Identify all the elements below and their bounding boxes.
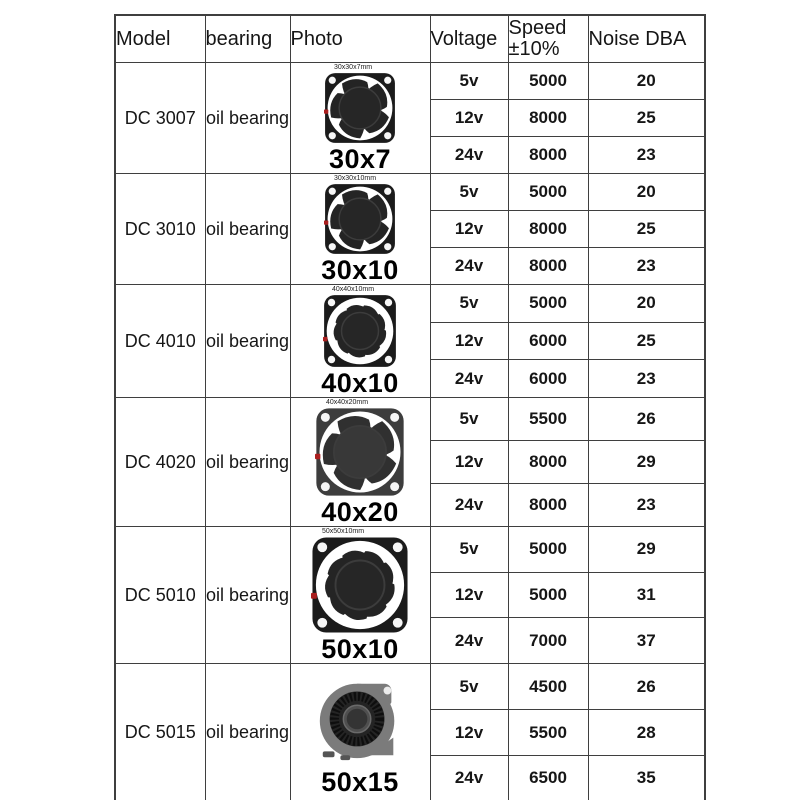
blower-fan-photo bbox=[311, 669, 409, 767]
speed-cell: 6500 bbox=[508, 756, 588, 800]
model-cell: DC 5010 bbox=[115, 527, 205, 664]
bearing-cell: oil bearing bbox=[205, 664, 290, 800]
noise-cell: 25 bbox=[588, 211, 705, 248]
voltage-cell: 5v bbox=[430, 527, 508, 573]
noise-cell: 31 bbox=[588, 572, 705, 618]
header-bearing: bearing bbox=[205, 15, 290, 63]
fan-dimensions-note: 40x40x10mm bbox=[332, 286, 375, 293]
fan-size-caption: 40x20 bbox=[321, 497, 399, 527]
header-noise: Noise DBA bbox=[588, 15, 705, 63]
speed-cell: 5000 bbox=[508, 527, 588, 573]
speed-cell: 7000 bbox=[508, 618, 588, 664]
row-group-dc4020 bbox=[115, 398, 705, 527]
noise-cell: 26 bbox=[588, 398, 705, 441]
voltage-cell: 12v bbox=[430, 710, 508, 756]
speed-cell: 5000 bbox=[508, 174, 588, 211]
speed-cell: 8000 bbox=[508, 248, 588, 285]
header-model: Model bbox=[115, 15, 205, 63]
fan-dimensions-note: 30x30x10mm bbox=[334, 175, 377, 182]
axial-fan-photo bbox=[311, 536, 409, 634]
fan-spec-table bbox=[114, 14, 706, 800]
speed-cell: 5000 bbox=[508, 572, 588, 618]
model-cell: DC 5015 bbox=[115, 664, 205, 800]
bearing-cell: oil bearing bbox=[205, 527, 290, 664]
noise-cell: 20 bbox=[588, 63, 705, 100]
noise-cell: 37 bbox=[588, 618, 705, 664]
header-photo: Photo bbox=[290, 15, 430, 63]
voltage-cell: 24v bbox=[430, 756, 508, 800]
row-group-dc5010 bbox=[115, 527, 705, 664]
noise-cell: 20 bbox=[588, 174, 705, 211]
fan-dimensions-note: 30x30x7mm bbox=[334, 64, 373, 71]
voltage-cell: 5v bbox=[430, 63, 508, 100]
fan-size-caption: 30x7 bbox=[328, 144, 392, 174]
noise-cell: 23 bbox=[588, 360, 705, 398]
bearing-cell: oil bearing bbox=[205, 398, 290, 527]
speed-cell: 6000 bbox=[508, 322, 588, 360]
axial-fan-photo bbox=[323, 294, 397, 368]
photo-cell bbox=[290, 63, 430, 174]
bearing-cell: oil bearing bbox=[205, 63, 290, 174]
table-row bbox=[115, 398, 705, 441]
header-voltage: Voltage bbox=[430, 15, 508, 63]
noise-cell: 23 bbox=[588, 248, 705, 285]
fan-dimensions-note: 40x40x20mm bbox=[326, 399, 369, 406]
model-cell: DC 4020 bbox=[115, 398, 205, 527]
voltage-cell: 24v bbox=[430, 248, 508, 285]
speed-cell: 5000 bbox=[508, 285, 588, 323]
photo-cell bbox=[290, 527, 430, 664]
voltage-cell: 5v bbox=[430, 664, 508, 710]
row-group-dc3010 bbox=[115, 174, 705, 285]
header-row bbox=[115, 15, 705, 63]
voltage-cell: 12v bbox=[430, 211, 508, 248]
header-speed bbox=[508, 15, 588, 63]
voltage-cell: 24v bbox=[430, 618, 508, 664]
voltage-cell: 24v bbox=[430, 360, 508, 398]
voltage-cell: 12v bbox=[430, 322, 508, 360]
voltage-cell: 12v bbox=[430, 441, 508, 484]
row-group-dc4010 bbox=[115, 285, 705, 398]
speed-cell: 8000 bbox=[508, 137, 588, 174]
row-group-dc3007 bbox=[115, 63, 705, 174]
speed-cell: 5000 bbox=[508, 63, 588, 100]
fan-size-caption: 50x15 bbox=[321, 766, 399, 797]
noise-cell: 29 bbox=[588, 441, 705, 484]
fan-size-caption: 40x10 bbox=[321, 368, 399, 398]
noise-cell: 23 bbox=[588, 484, 705, 527]
table-row bbox=[115, 664, 705, 710]
speed-cell: 8000 bbox=[508, 484, 588, 527]
noise-cell: 29 bbox=[588, 527, 705, 573]
noise-cell: 20 bbox=[588, 285, 705, 323]
photo-cell bbox=[290, 174, 430, 285]
noise-cell: 28 bbox=[588, 710, 705, 756]
voltage-cell: 12v bbox=[430, 572, 508, 618]
speed-cell: 6000 bbox=[508, 360, 588, 398]
row-group-dc5015 bbox=[115, 664, 705, 800]
photo-cell bbox=[290, 398, 430, 527]
noise-cell: 26 bbox=[588, 664, 705, 710]
voltage-cell: 12v bbox=[430, 100, 508, 137]
axial-fan-photo bbox=[324, 72, 396, 144]
speed-cell: 4500 bbox=[508, 664, 588, 710]
noise-cell: 25 bbox=[588, 100, 705, 137]
noise-cell: 35 bbox=[588, 756, 705, 800]
table-row bbox=[115, 527, 705, 573]
noise-cell: 23 bbox=[588, 137, 705, 174]
header-speed-line1: Speed bbox=[508, 17, 567, 39]
fan-size-caption: 50x10 bbox=[321, 634, 399, 664]
table-row bbox=[115, 285, 705, 323]
bearing-cell: oil bearing bbox=[205, 285, 290, 398]
model-cell: DC 3007 bbox=[115, 63, 205, 174]
photo-cell bbox=[290, 664, 430, 800]
axial-fan-photo bbox=[315, 407, 405, 497]
voltage-cell: 24v bbox=[430, 137, 508, 174]
speed-cell: 8000 bbox=[508, 100, 588, 137]
axial-fan-photo bbox=[324, 183, 396, 255]
voltage-cell: 5v bbox=[430, 398, 508, 441]
speed-cell: 5500 bbox=[508, 710, 588, 756]
speed-cell: 8000 bbox=[508, 441, 588, 484]
speed-cell: 8000 bbox=[508, 211, 588, 248]
model-cell: DC 4010 bbox=[115, 285, 205, 398]
noise-cell: 25 bbox=[588, 322, 705, 360]
voltage-cell: 24v bbox=[430, 484, 508, 527]
fan-size-caption: 30x10 bbox=[321, 255, 399, 285]
fan-dimensions-note: 50x50x10mm bbox=[322, 528, 365, 535]
bearing-cell: oil bearing bbox=[205, 174, 290, 285]
header-speed-line2: ±10% bbox=[508, 38, 560, 60]
table-row bbox=[115, 63, 705, 100]
photo-cell bbox=[290, 285, 430, 398]
model-cell: DC 3010 bbox=[115, 174, 205, 285]
table-row bbox=[115, 174, 705, 211]
voltage-cell: 5v bbox=[430, 285, 508, 323]
speed-cell: 5500 bbox=[508, 398, 588, 441]
voltage-cell: 5v bbox=[430, 174, 508, 211]
